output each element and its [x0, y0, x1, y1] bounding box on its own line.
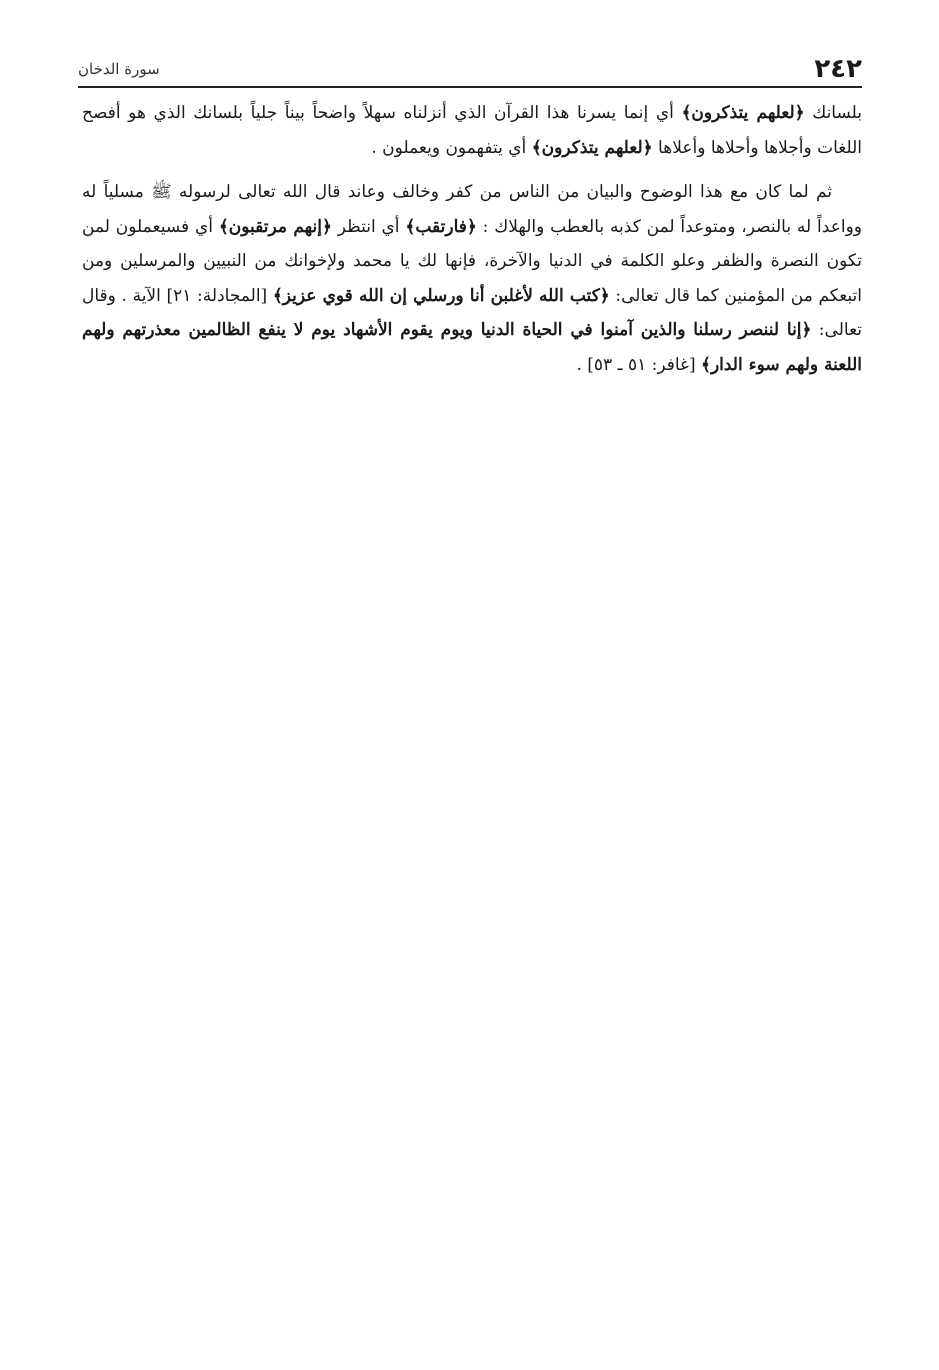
text-segment: [المجادلة: ٢١] الآية . وقال تعالى:	[82, 285, 862, 340]
text-segment: أي فسيعملون لمن تكون النصرة والظفر وعلو الكلمة في الدنيا والآخرة، فإنها لك يا محمد ولإخوانك من النبيين والمرسلين ومن اتبعكم من المؤمنين كما قال تعالى:	[82, 216, 862, 306]
quran-quote: ﴿لعلهم يتذكرون﴾	[531, 137, 653, 158]
page-number: ٢٤٢	[814, 54, 862, 84]
paragraph	[82, 96, 862, 165]
text-segment: أي يتفهمون ويعملون .	[371, 137, 532, 158]
paragraph	[82, 175, 862, 382]
text-segment: أي إنما يسرنا هذا القرآن الذي أنزلناه سهلاً واضحاً بيناً جلياً بلسانك الذي هو أفصح اللغات وأجلاها وأحلاها وأعلاها	[82, 103, 862, 158]
main-text	[82, 96, 862, 392]
quran-quote: ﴿إنا لننصر رسلنا والذين آمنوا في الحياة الدنيا ويوم يقوم الأشهاد يوم لا ينفع الظالمين معذرتهم ولهم اللعنة ولهم سوء الدار﴾	[82, 320, 862, 375]
running-title: سورة الدخان	[78, 60, 160, 78]
quran-quote: ﴿فارتقب﴾	[405, 216, 477, 237]
page-header	[78, 52, 862, 88]
text-segment: [غافر: ٥١ ـ ٥٣] .	[576, 354, 701, 375]
text-segment: بلسانك	[804, 103, 863, 123]
quran-quote: ﴿إنهم مرتقبون﴾	[218, 216, 332, 237]
quran-quote: ﴿لعلهم يتذكرون﴾	[681, 103, 805, 123]
quran-quote: ﴿كتب الله لأغلبن أنا ورسلي إن الله قوي عزيز﴾	[272, 285, 610, 306]
text-segment: ثم لما كان مع هذا الوضوح والبيان من الناس من كفر وخالف وعاند قال الله تعالى لرسوله ﷺ مسلياً له وواعداً له بالنصر، ومتوعداً لمن كذبه بالعطب والهلاك :	[82, 182, 862, 237]
text-segment: أي انتظر	[331, 216, 406, 237]
